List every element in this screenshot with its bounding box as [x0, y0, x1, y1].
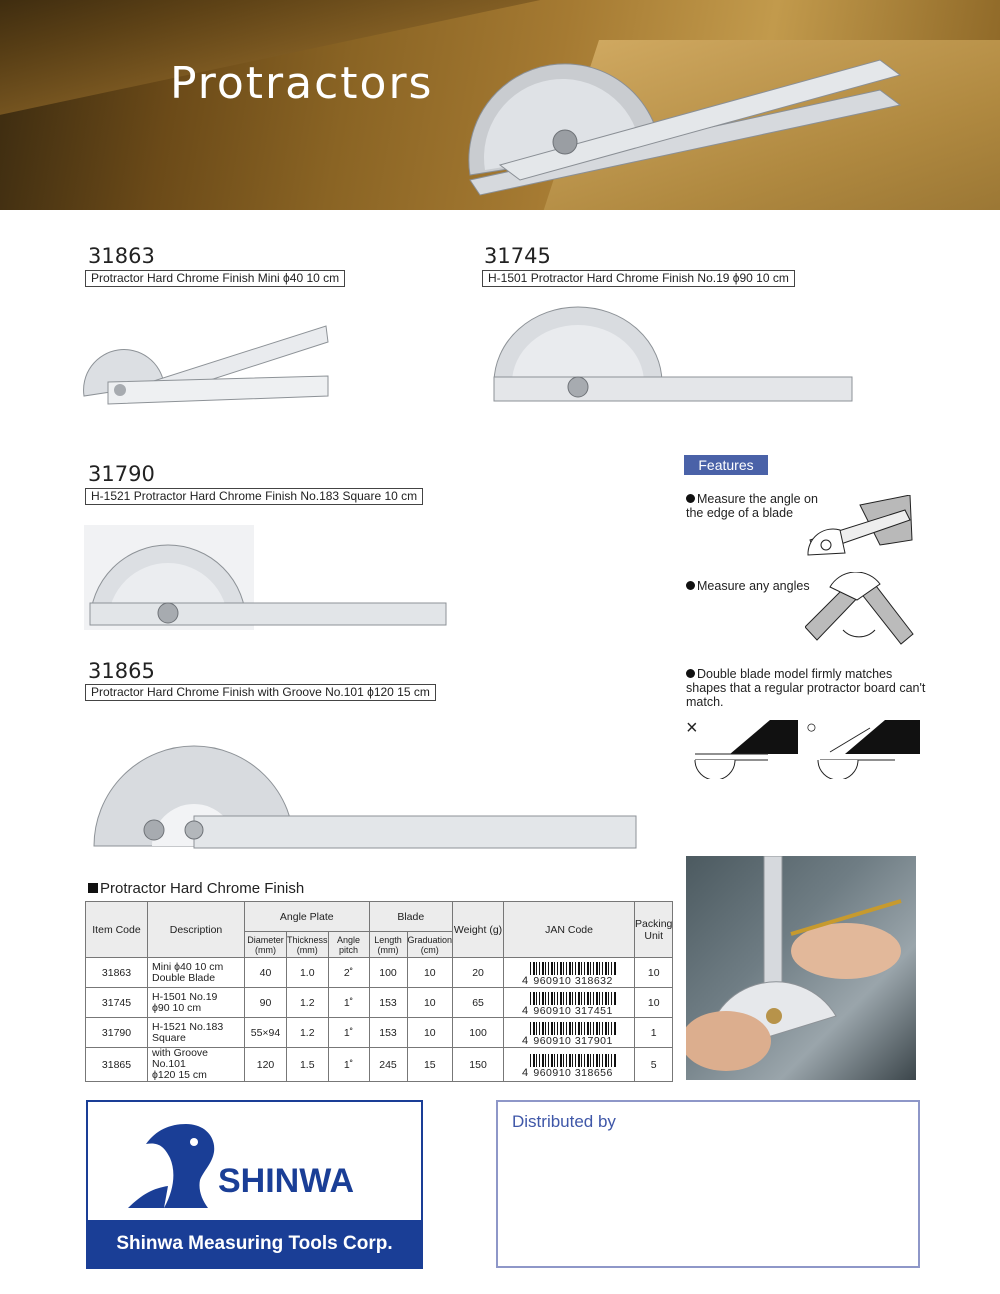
usage-photo: [686, 856, 916, 1080]
cell-code: 31790: [86, 1018, 148, 1048]
cell-code: 31865: [86, 1048, 148, 1082]
cell-diameter: 120: [245, 1048, 287, 1082]
cell-diameter: 40: [245, 958, 287, 988]
cell-graduation: 15: [407, 1048, 453, 1082]
desc-line: H-1521 No.183: [152, 1020, 224, 1033]
cell-length: 153: [369, 988, 407, 1018]
header-angle-pitch: Angle pitch: [328, 932, 369, 958]
cell-description: [148, 1048, 245, 1082]
feature-double-blade-diagram: [690, 714, 920, 779]
cell-thickness: 1.2: [287, 1018, 329, 1048]
spec-table: [85, 901, 673, 1082]
cell-graduation: 10: [407, 1018, 453, 1048]
penguin-logo-icon: [124, 1120, 224, 1212]
table-row: [86, 1048, 673, 1082]
cell-description: [148, 958, 245, 988]
cell-packing: 5: [635, 1048, 673, 1082]
header-item-code: Item Code: [86, 902, 148, 958]
feature-blade-diagram: [800, 495, 918, 560]
page-title: Protractors: [170, 58, 434, 109]
cell-jan: [504, 1048, 635, 1082]
jan-prefix: 4: [521, 1004, 529, 1017]
product-description: Protractor Hard Chrome Finish with Groove No.101 ϕ120 15 cm: [85, 684, 436, 701]
cell-diameter: 90: [245, 988, 287, 1018]
cell-weight: 150: [453, 1048, 504, 1082]
cell-packing: 10: [635, 988, 673, 1018]
cell-jan: [504, 1018, 635, 1048]
cell-pitch: 1˚: [328, 1048, 369, 1082]
cell-pitch: 1˚: [328, 988, 369, 1018]
cell-weight: 65: [453, 988, 504, 1018]
cell-graduation: 10: [407, 988, 453, 1018]
cell-description: [148, 988, 245, 1018]
cell-jan: [504, 988, 635, 1018]
table-row: [86, 1018, 673, 1048]
jan-prefix: 4: [521, 974, 529, 987]
feature-text: Double blade model firmly matches shapes that a regular protractor board can't match.: [686, 667, 926, 709]
table-title: [88, 880, 304, 897]
barcode: [530, 992, 616, 1005]
hero-protractor-image: [460, 50, 920, 200]
product-code: 31745: [484, 244, 551, 268]
header-jan: JAN Code: [504, 902, 635, 958]
barcode: [530, 962, 616, 975]
header-description: Description: [148, 902, 245, 958]
distributor-label: Distributed by: [512, 1112, 616, 1131]
product-photo-31863: [78, 318, 330, 418]
cell-diameter: 55×94: [245, 1018, 287, 1048]
header-thickness: Thickness (mm): [287, 932, 329, 958]
header-diameter: Diameter (mm): [245, 932, 287, 958]
cell-weight: 100: [453, 1018, 504, 1048]
product-description: H-1501 Protractor Hard Chrome Finish No.19 ϕ90 10 cm: [482, 270, 795, 287]
bullet-icon: [686, 581, 695, 590]
jan-number: 960910 317451: [533, 1004, 613, 1017]
table-title-text: Protractor Hard Chrome Finish: [100, 880, 305, 897]
jan-prefix: 4: [521, 1034, 529, 1047]
good-fit-mark: ○: [806, 717, 817, 737]
company-name: Shinwa Measuring Tools Corp.: [88, 1220, 421, 1267]
product-code: 31790: [88, 462, 155, 486]
hero-banner: [0, 0, 1000, 210]
header-angle-plate: Angle Plate: [245, 902, 370, 932]
cell-code: 31745: [86, 988, 148, 1018]
header-weight: Weight (g): [453, 902, 504, 958]
product-code: 31865: [88, 659, 155, 683]
cell-packing: 1: [635, 1018, 673, 1048]
feature-text: Measure any angles: [697, 579, 810, 593]
product-photo-31790: [84, 525, 449, 635]
shinwa-logo: [86, 1100, 423, 1269]
product-photo-31745: [490, 305, 855, 405]
cell-jan: [504, 958, 635, 988]
desc-line: Double Blade: [152, 971, 216, 984]
cell-pitch: 2˚: [328, 958, 369, 988]
distributor-box: [496, 1100, 920, 1268]
barcode: [530, 1022, 616, 1035]
cell-length: 153: [369, 1018, 407, 1048]
feature-angle-diagram: [805, 572, 915, 647]
desc-line: Square: [152, 1031, 186, 1044]
cell-thickness: 1.0: [287, 958, 329, 988]
feature-text: Measure the angle on the edge of a blade: [686, 492, 818, 520]
barcode: [530, 1054, 616, 1067]
cell-description: [148, 1018, 245, 1048]
desc-line: with Groove No.101: [152, 1047, 209, 1070]
product-description: Protractor Hard Chrome Finish Mini ϕ40 10 cm: [85, 270, 345, 287]
desc-line: ϕ90 10 cm: [152, 1001, 202, 1014]
product-description: H-1521 Protractor Hard Chrome Finish No.183 Square 10 cm: [85, 488, 423, 505]
header-length: Length (mm): [369, 932, 407, 958]
cell-thickness: 1.5: [287, 1048, 329, 1082]
cell-pitch: 1˚: [328, 1018, 369, 1048]
product-code: 31863: [88, 244, 155, 268]
table-row: [86, 988, 673, 1018]
cell-code: 31863: [86, 958, 148, 988]
jan-number: 960910 318632: [533, 974, 613, 987]
jan-prefix: 4: [521, 1066, 529, 1079]
cell-packing: 10: [635, 958, 673, 988]
cell-length: 245: [369, 1048, 407, 1082]
jan-number: 960910 318656: [533, 1066, 613, 1079]
bullet-icon: [686, 494, 695, 503]
table-row: [86, 958, 673, 988]
desc-line: ϕ120 15 cm: [152, 1069, 207, 1081]
cell-length: 100: [369, 958, 407, 988]
bad-fit-mark: ×: [686, 717, 698, 739]
header-blade: Blade: [369, 902, 453, 932]
cell-weight: 20: [453, 958, 504, 988]
feature-item: [686, 667, 931, 709]
bullet-icon: [686, 669, 695, 678]
cell-graduation: 10: [407, 958, 453, 988]
square-bullet-icon: [88, 883, 98, 893]
jan-number: 960910 317901: [533, 1034, 613, 1047]
desc-line: H-1501 No.19: [152, 990, 218, 1003]
product-photo-31865: [84, 730, 640, 850]
hand-protractor-image: [686, 856, 916, 1080]
features-badge: Features: [684, 455, 768, 475]
header-packing: Packing Unit: [635, 902, 673, 958]
header-graduation: Graduation (cm): [407, 932, 453, 958]
brand-name: SHINWA: [218, 1162, 354, 1200]
desc-line: Mini ϕ40 10 cm: [152, 960, 224, 973]
cell-thickness: 1.2: [287, 988, 329, 1018]
